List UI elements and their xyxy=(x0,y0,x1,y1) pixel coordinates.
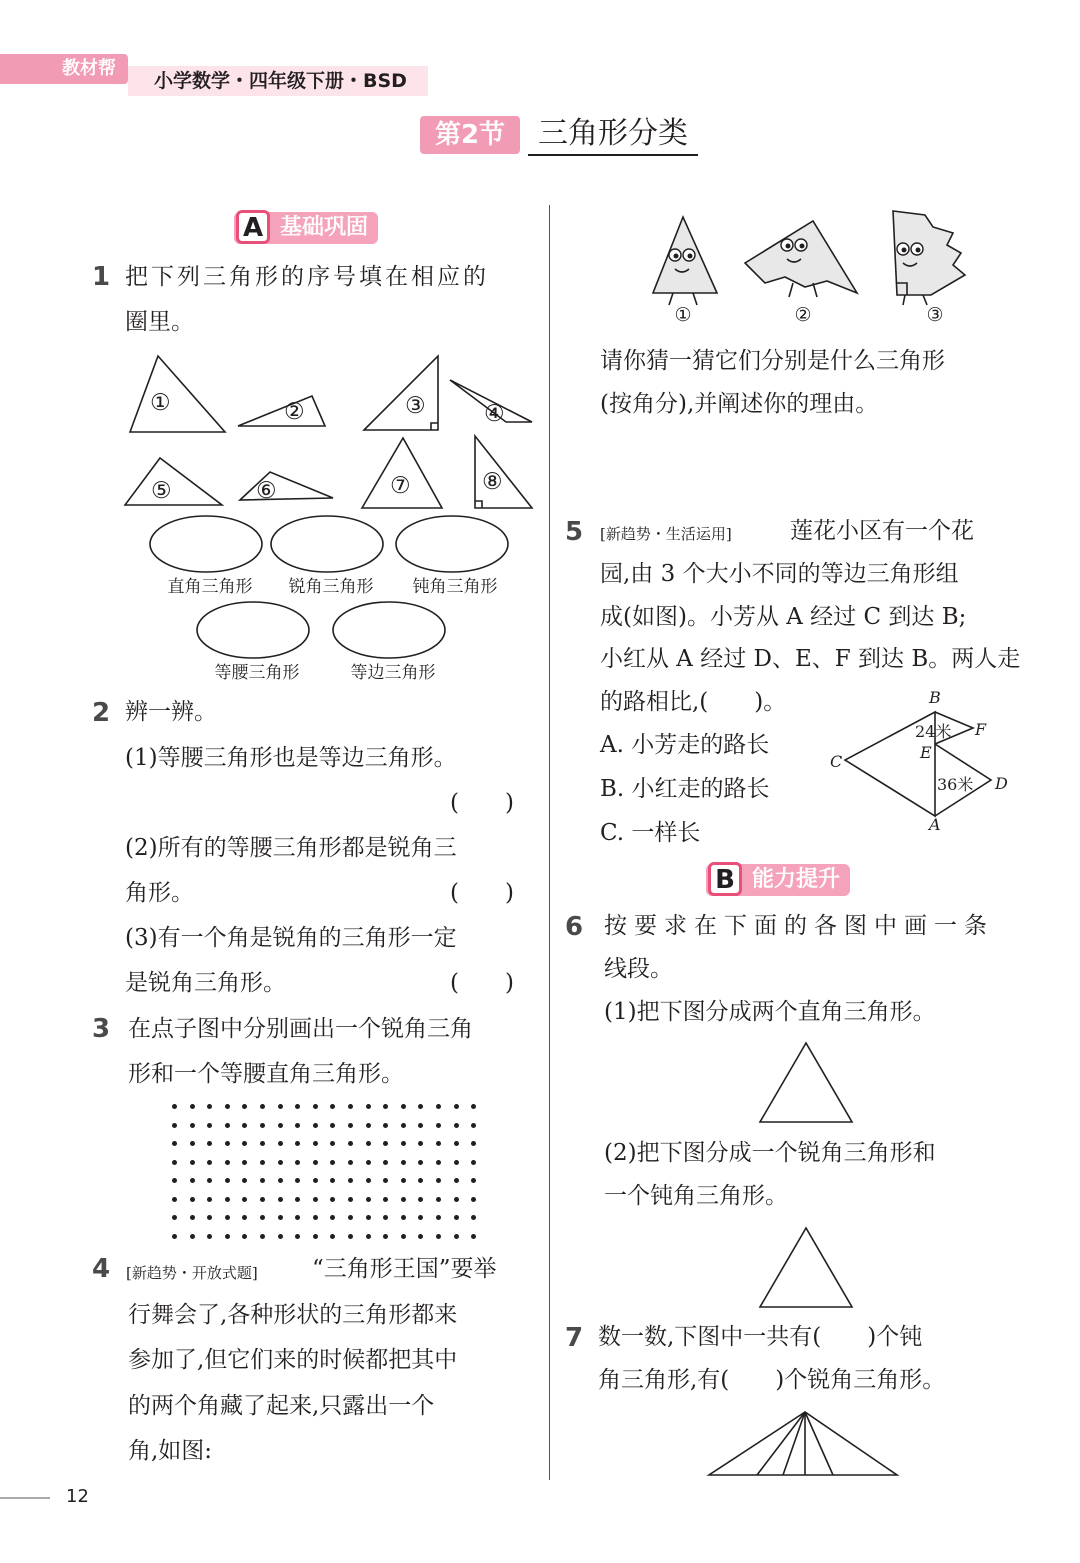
grid-dot[interactable] xyxy=(471,1160,476,1165)
grid-dot[interactable] xyxy=(260,1178,265,1183)
grid-dot[interactable] xyxy=(471,1104,476,1109)
grid-dot[interactable] xyxy=(260,1160,265,1165)
grid-dot[interactable] xyxy=(207,1141,212,1146)
q4-triangle-characters xyxy=(635,205,995,315)
grid-dot[interactable] xyxy=(454,1178,459,1183)
grid-dot[interactable] xyxy=(383,1104,388,1109)
grid-dot[interactable] xyxy=(330,1123,335,1128)
grid-dot[interactable] xyxy=(436,1234,441,1239)
q1-number: 1 xyxy=(92,262,111,292)
q6-triangle-1[interactable] xyxy=(756,1040,856,1125)
q6-sub2b: 一个钝角三角形。 xyxy=(604,1183,788,1209)
grid-dot[interactable] xyxy=(401,1215,406,1220)
q5-line5: 的路相比,( )。 xyxy=(600,689,787,715)
grid-dot[interactable] xyxy=(366,1234,371,1239)
grid-dot[interactable] xyxy=(225,1178,230,1183)
grid-dot[interactable] xyxy=(454,1234,459,1239)
q3-line2: 形和一个等腰直角三角形。 xyxy=(128,1061,404,1087)
oval-acute-triangle xyxy=(271,516,383,572)
book-title: 小学数学・四年级下册・BSD xyxy=(128,66,428,96)
grid-dot[interactable] xyxy=(242,1104,247,1109)
grid-dot[interactable] xyxy=(454,1104,459,1109)
grid-dot[interactable] xyxy=(295,1197,300,1202)
grid-dot[interactable] xyxy=(172,1123,177,1128)
grid-dot[interactable] xyxy=(278,1160,283,1165)
q6-sub2a: (2)把下图分成一个锐角三角形和 xyxy=(604,1140,936,1166)
q4-number: 4 xyxy=(92,1254,111,1284)
character-label-3: ③ xyxy=(926,304,944,326)
grid-dot[interactable] xyxy=(172,1141,177,1146)
grid-dot[interactable] xyxy=(172,1104,177,1109)
grid-dot[interactable] xyxy=(190,1234,195,1239)
q2-answer-2[interactable]: ( ) xyxy=(450,880,514,906)
grid-dot[interactable] xyxy=(330,1234,335,1239)
grid-dot[interactable] xyxy=(436,1141,441,1146)
grid-dot[interactable] xyxy=(348,1141,353,1146)
oval-right-triangle xyxy=(150,516,262,572)
grid-dot[interactable] xyxy=(295,1178,300,1183)
character-label-1: ① xyxy=(674,304,692,326)
q4-line3: 参加了,但它们来的时候都把其中 xyxy=(128,1347,458,1373)
grid-dot[interactable] xyxy=(436,1215,441,1220)
fig-point-b: B xyxy=(929,688,941,707)
grid-dot[interactable] xyxy=(313,1123,318,1128)
grid-dot[interactable] xyxy=(348,1215,353,1220)
q3-number: 3 xyxy=(92,1014,111,1044)
grid-dot[interactable] xyxy=(225,1234,230,1239)
q3-line1: 在点子图中分别画出一个锐角三角 xyxy=(128,1016,473,1042)
grid-dot[interactable] xyxy=(260,1104,265,1109)
grid-dot[interactable] xyxy=(260,1215,265,1220)
q1-triangles-figure xyxy=(120,350,540,520)
q4-after2: (按角分),并阐述你的理由。 xyxy=(600,391,879,417)
grid-dot[interactable] xyxy=(418,1197,423,1202)
grid-dot[interactable] xyxy=(295,1123,300,1128)
fig-point-d: D xyxy=(995,774,1008,793)
q7-line1: 数一数,下图中一共有( )个钝 xyxy=(598,1324,923,1350)
q5-option-c[interactable]: C. 一样长 xyxy=(600,820,701,846)
q5-number: 5 xyxy=(565,517,584,547)
part-b-banner xyxy=(706,864,850,896)
grid-dot[interactable] xyxy=(190,1123,195,1128)
grid-dot[interactable] xyxy=(295,1141,300,1146)
q5-tag: [新趋势・生活运用] xyxy=(600,525,732,543)
oval-equilateral-triangle xyxy=(333,602,445,658)
q2-title: 辨一辨。 xyxy=(125,699,217,725)
grid-dot[interactable] xyxy=(418,1123,423,1128)
grid-dot[interactable] xyxy=(401,1104,406,1109)
q6-sub1: (1)把下图分成两个直角三角形。 xyxy=(604,999,936,1025)
triangle-mark-4: ④ xyxy=(484,401,505,427)
triangle-mark-8: ⑧ xyxy=(482,469,503,495)
q2-statement-2b: 角形。 xyxy=(125,880,194,906)
grid-dot[interactable] xyxy=(172,1160,177,1165)
grid-dot[interactable] xyxy=(190,1197,195,1202)
grid-dot[interactable] xyxy=(383,1178,388,1183)
grid-dot[interactable] xyxy=(295,1234,300,1239)
q5-line4: 小红从 A 经过 D、E、F 到达 B。两人走 xyxy=(600,646,1021,672)
q6-number: 6 xyxy=(565,912,584,942)
grid-dot[interactable] xyxy=(207,1104,212,1109)
grid-dot[interactable] xyxy=(418,1160,423,1165)
grid-dot[interactable] xyxy=(366,1197,371,1202)
grid-dot[interactable] xyxy=(454,1215,459,1220)
grid-dot[interactable] xyxy=(330,1141,335,1146)
q1-line1: 把下列三角形的序号填在相应的 xyxy=(125,264,489,290)
q7-figure xyxy=(705,1408,905,1478)
grid-dot[interactable] xyxy=(471,1234,476,1239)
grid-dot[interactable] xyxy=(225,1141,230,1146)
q5-option-b[interactable]: B. 小红走的路长 xyxy=(600,776,770,802)
grid-dot[interactable] xyxy=(242,1123,247,1128)
section-number: 第2节 xyxy=(420,116,520,154)
grid-dot[interactable] xyxy=(330,1215,335,1220)
grid-dot[interactable] xyxy=(190,1104,195,1109)
grid-dot[interactable] xyxy=(471,1141,476,1146)
grid-dot[interactable] xyxy=(383,1141,388,1146)
grid-dot[interactable] xyxy=(436,1160,441,1165)
grid-dot[interactable] xyxy=(225,1123,230,1128)
grid-dot[interactable] xyxy=(313,1141,318,1146)
grid-dot[interactable] xyxy=(401,1123,406,1128)
grid-dot[interactable] xyxy=(260,1123,265,1128)
grid-dot[interactable] xyxy=(348,1234,353,1239)
grid-dot[interactable] xyxy=(366,1160,371,1165)
grid-dot[interactable] xyxy=(330,1197,335,1202)
oval-obtuse-triangle xyxy=(396,516,508,572)
grid-dot[interactable] xyxy=(225,1197,230,1202)
grid-dot[interactable] xyxy=(436,1123,441,1128)
part-b-letter: B xyxy=(708,862,742,896)
grid-dot[interactable] xyxy=(207,1234,212,1239)
grid-dot[interactable] xyxy=(242,1160,247,1165)
footer-rule xyxy=(0,1497,50,1499)
page-number: 12 xyxy=(66,1486,89,1507)
grid-dot[interactable] xyxy=(313,1104,318,1109)
character-2-body xyxy=(745,221,857,293)
grid-dot[interactable] xyxy=(260,1141,265,1146)
grid-dot[interactable] xyxy=(383,1123,388,1128)
grid-dot[interactable] xyxy=(172,1234,177,1239)
grid-dot[interactable] xyxy=(242,1178,247,1183)
grid-dot[interactable] xyxy=(454,1141,459,1146)
triangle-mark-3: ③ xyxy=(405,393,426,419)
q1-line2: 圈里。 xyxy=(125,309,194,335)
q2-statement-3b: 是锐角三角形。 xyxy=(125,970,286,996)
triangle-mark-5: ⑤ xyxy=(151,478,172,504)
grid-dot[interactable] xyxy=(471,1178,476,1183)
q6-line2: 线段。 xyxy=(604,956,673,982)
q2-answer-3[interactable]: ( ) xyxy=(450,970,514,996)
grid-dot[interactable] xyxy=(418,1104,423,1109)
triangle-mark-7: ⑦ xyxy=(390,473,411,499)
grid-dot[interactable] xyxy=(190,1141,195,1146)
part-a-label: 基础巩固 xyxy=(280,215,369,240)
triangle-mark-6: ⑥ xyxy=(256,478,277,504)
grid-dot[interactable] xyxy=(207,1215,212,1220)
q2-statement-1: (1)等腰三角形也是等边三角形。 xyxy=(125,745,457,771)
fig-point-f: F xyxy=(975,720,987,739)
fig-point-a: A xyxy=(929,815,941,834)
grid-dot[interactable] xyxy=(401,1178,406,1183)
grid-dot[interactable] xyxy=(348,1197,353,1202)
part-a-banner xyxy=(234,212,378,244)
grid-dot[interactable] xyxy=(401,1160,406,1165)
grid-dot[interactable] xyxy=(348,1123,353,1128)
q4-line1: “三角形王国”要举 xyxy=(312,1256,497,1282)
grid-dot[interactable] xyxy=(436,1197,441,1202)
grid-dot[interactable] xyxy=(172,1197,177,1202)
grid-dot[interactable] xyxy=(313,1160,318,1165)
grid-dot[interactable] xyxy=(454,1160,459,1165)
fig-length-36: 36米 xyxy=(937,775,974,794)
grid-dot[interactable] xyxy=(471,1215,476,1220)
grid-dot[interactable] xyxy=(260,1197,265,1202)
grid-dot[interactable] xyxy=(401,1234,406,1239)
grid-dot[interactable] xyxy=(278,1141,283,1146)
grid-dot[interactable] xyxy=(348,1104,353,1109)
q4-tag: [新趋势・开放式题] xyxy=(126,1264,258,1282)
grid-dot[interactable] xyxy=(401,1141,406,1146)
grid-dot[interactable] xyxy=(242,1215,247,1220)
grid-dot[interactable] xyxy=(225,1160,230,1165)
grid-dot[interactable] xyxy=(278,1234,283,1239)
grid-dot[interactable] xyxy=(172,1215,177,1220)
oval-label-obtuse: 钝角三角形 xyxy=(412,577,498,597)
q7-number: 7 xyxy=(565,1323,584,1353)
section-title: 三角形分类 xyxy=(528,114,698,156)
column-divider xyxy=(549,205,550,1480)
grid-dot[interactable] xyxy=(207,1160,212,1165)
grid-dot[interactable] xyxy=(401,1197,406,1202)
grid-dot[interactable] xyxy=(383,1234,388,1239)
grid-dot[interactable] xyxy=(242,1197,247,1202)
grid-dot[interactable] xyxy=(172,1178,177,1183)
grid-dot[interactable] xyxy=(225,1104,230,1109)
oval-label-equilateral: 等边三角形 xyxy=(350,663,436,683)
triangle-2 xyxy=(238,396,325,426)
q5-line3: 成(如图)。小芳从 A 经过 C 到达 B; xyxy=(600,604,967,630)
grid-dot[interactable] xyxy=(225,1215,230,1220)
triangle-mark-2: ② xyxy=(284,399,305,425)
grid-dot[interactable] xyxy=(313,1178,318,1183)
grid-dot[interactable] xyxy=(454,1123,459,1128)
grid-dot[interactable] xyxy=(295,1160,300,1165)
grid-dot[interactable] xyxy=(418,1234,423,1239)
grid-dot[interactable] xyxy=(242,1234,247,1239)
grid-dot[interactable] xyxy=(313,1197,318,1202)
q6-triangle-2[interactable] xyxy=(756,1225,856,1310)
grid-dot[interactable] xyxy=(313,1234,318,1239)
triangle-mark-1: ① xyxy=(150,390,171,416)
q4-line4: 的两个角藏了起来,只露出一个 xyxy=(128,1393,435,1419)
dot-grid[interactable] xyxy=(172,1104,492,1239)
grid-dot[interactable] xyxy=(418,1141,423,1146)
triangle-3 xyxy=(364,356,438,430)
grid-dot[interactable] xyxy=(471,1197,476,1202)
grid-dot[interactable] xyxy=(207,1197,212,1202)
q7-line2: 角三角形,有( )个锐角三角形。 xyxy=(598,1367,946,1393)
q2-number: 2 xyxy=(92,698,111,728)
grid-dot[interactable] xyxy=(436,1178,441,1183)
fig-point-c: C xyxy=(830,752,843,771)
grid-dot[interactable] xyxy=(278,1197,283,1202)
grid-dot[interactable] xyxy=(330,1160,335,1165)
grid-dot[interactable] xyxy=(366,1215,371,1220)
grid-dot[interactable] xyxy=(190,1160,195,1165)
triangle-5 xyxy=(125,458,222,505)
grid-dot[interactable] xyxy=(278,1178,283,1183)
grid-dot[interactable] xyxy=(383,1160,388,1165)
grid-dot[interactable] xyxy=(260,1234,265,1239)
part-b-label: 能力提升 xyxy=(752,867,841,892)
grid-dot[interactable] xyxy=(471,1123,476,1128)
oval-label-isosceles: 等腰三角形 xyxy=(214,663,300,683)
q6-line1: 按要求在下面的各图中画一条 xyxy=(604,913,994,939)
grid-dot[interactable] xyxy=(190,1215,195,1220)
oval-label-right: 直角三角形 xyxy=(167,577,253,597)
grid-dot[interactable] xyxy=(366,1104,371,1109)
q1-ovals xyxy=(140,512,600,682)
q2-answer-1[interactable]: ( ) xyxy=(450,790,514,816)
q4-line5: 角,如图: xyxy=(128,1438,213,1464)
grid-dot[interactable] xyxy=(418,1215,423,1220)
triangle-1 xyxy=(130,356,225,432)
q2-statement-2a: (2)所有的等腰三角形都是锐角三 xyxy=(125,835,457,861)
part-a-letter: A xyxy=(236,210,270,244)
grid-dot[interactable] xyxy=(348,1178,353,1183)
grid-dot[interactable] xyxy=(366,1123,371,1128)
grid-dot[interactable] xyxy=(330,1104,335,1109)
grid-dot[interactable] xyxy=(295,1104,300,1109)
oval-isosceles-triangle xyxy=(197,602,309,658)
q5-line1: 莲花小区有一个花 xyxy=(790,518,974,544)
grid-dot[interactable] xyxy=(278,1104,283,1109)
grid-dot[interactable] xyxy=(418,1178,423,1183)
grid-dot[interactable] xyxy=(436,1104,441,1109)
grid-dot[interactable] xyxy=(366,1141,371,1146)
triangle-6 xyxy=(240,472,333,500)
brand-tag: 教材帮 xyxy=(0,54,128,84)
fig-length-24: 24米 xyxy=(915,722,952,741)
grid-dot[interactable] xyxy=(190,1178,195,1183)
grid-dot[interactable] xyxy=(383,1197,388,1202)
q5-option-a[interactable]: A. 小芳走的路长 xyxy=(600,732,770,758)
character-label-2: ② xyxy=(794,304,812,326)
grid-dot[interactable] xyxy=(278,1215,283,1220)
oval-label-acute: 锐角三角形 xyxy=(288,577,374,597)
q2-statement-3a: (3)有一个角是锐角的三角形一定 xyxy=(125,925,457,951)
grid-dot[interactable] xyxy=(366,1178,371,1183)
grid-dot[interactable] xyxy=(207,1178,212,1183)
q4-after1: 请你猜一猜它们分别是什么三角形 xyxy=(600,348,945,374)
grid-dot[interactable] xyxy=(454,1197,459,1202)
q5-line2: 园,由 3 个大小不同的等边三角形组 xyxy=(600,561,959,587)
grid-dot[interactable] xyxy=(348,1160,353,1165)
grid-dot[interactable] xyxy=(383,1215,388,1220)
grid-dot[interactable] xyxy=(330,1178,335,1183)
q4-line2: 行舞会了,各种形状的三角形都来 xyxy=(128,1302,458,1328)
grid-dot[interactable] xyxy=(313,1215,318,1220)
grid-dot[interactable] xyxy=(295,1215,300,1220)
grid-dot[interactable] xyxy=(207,1123,212,1128)
grid-dot[interactable] xyxy=(278,1123,283,1128)
fig-point-e: E xyxy=(920,743,932,762)
grid-dot[interactable] xyxy=(242,1141,247,1146)
